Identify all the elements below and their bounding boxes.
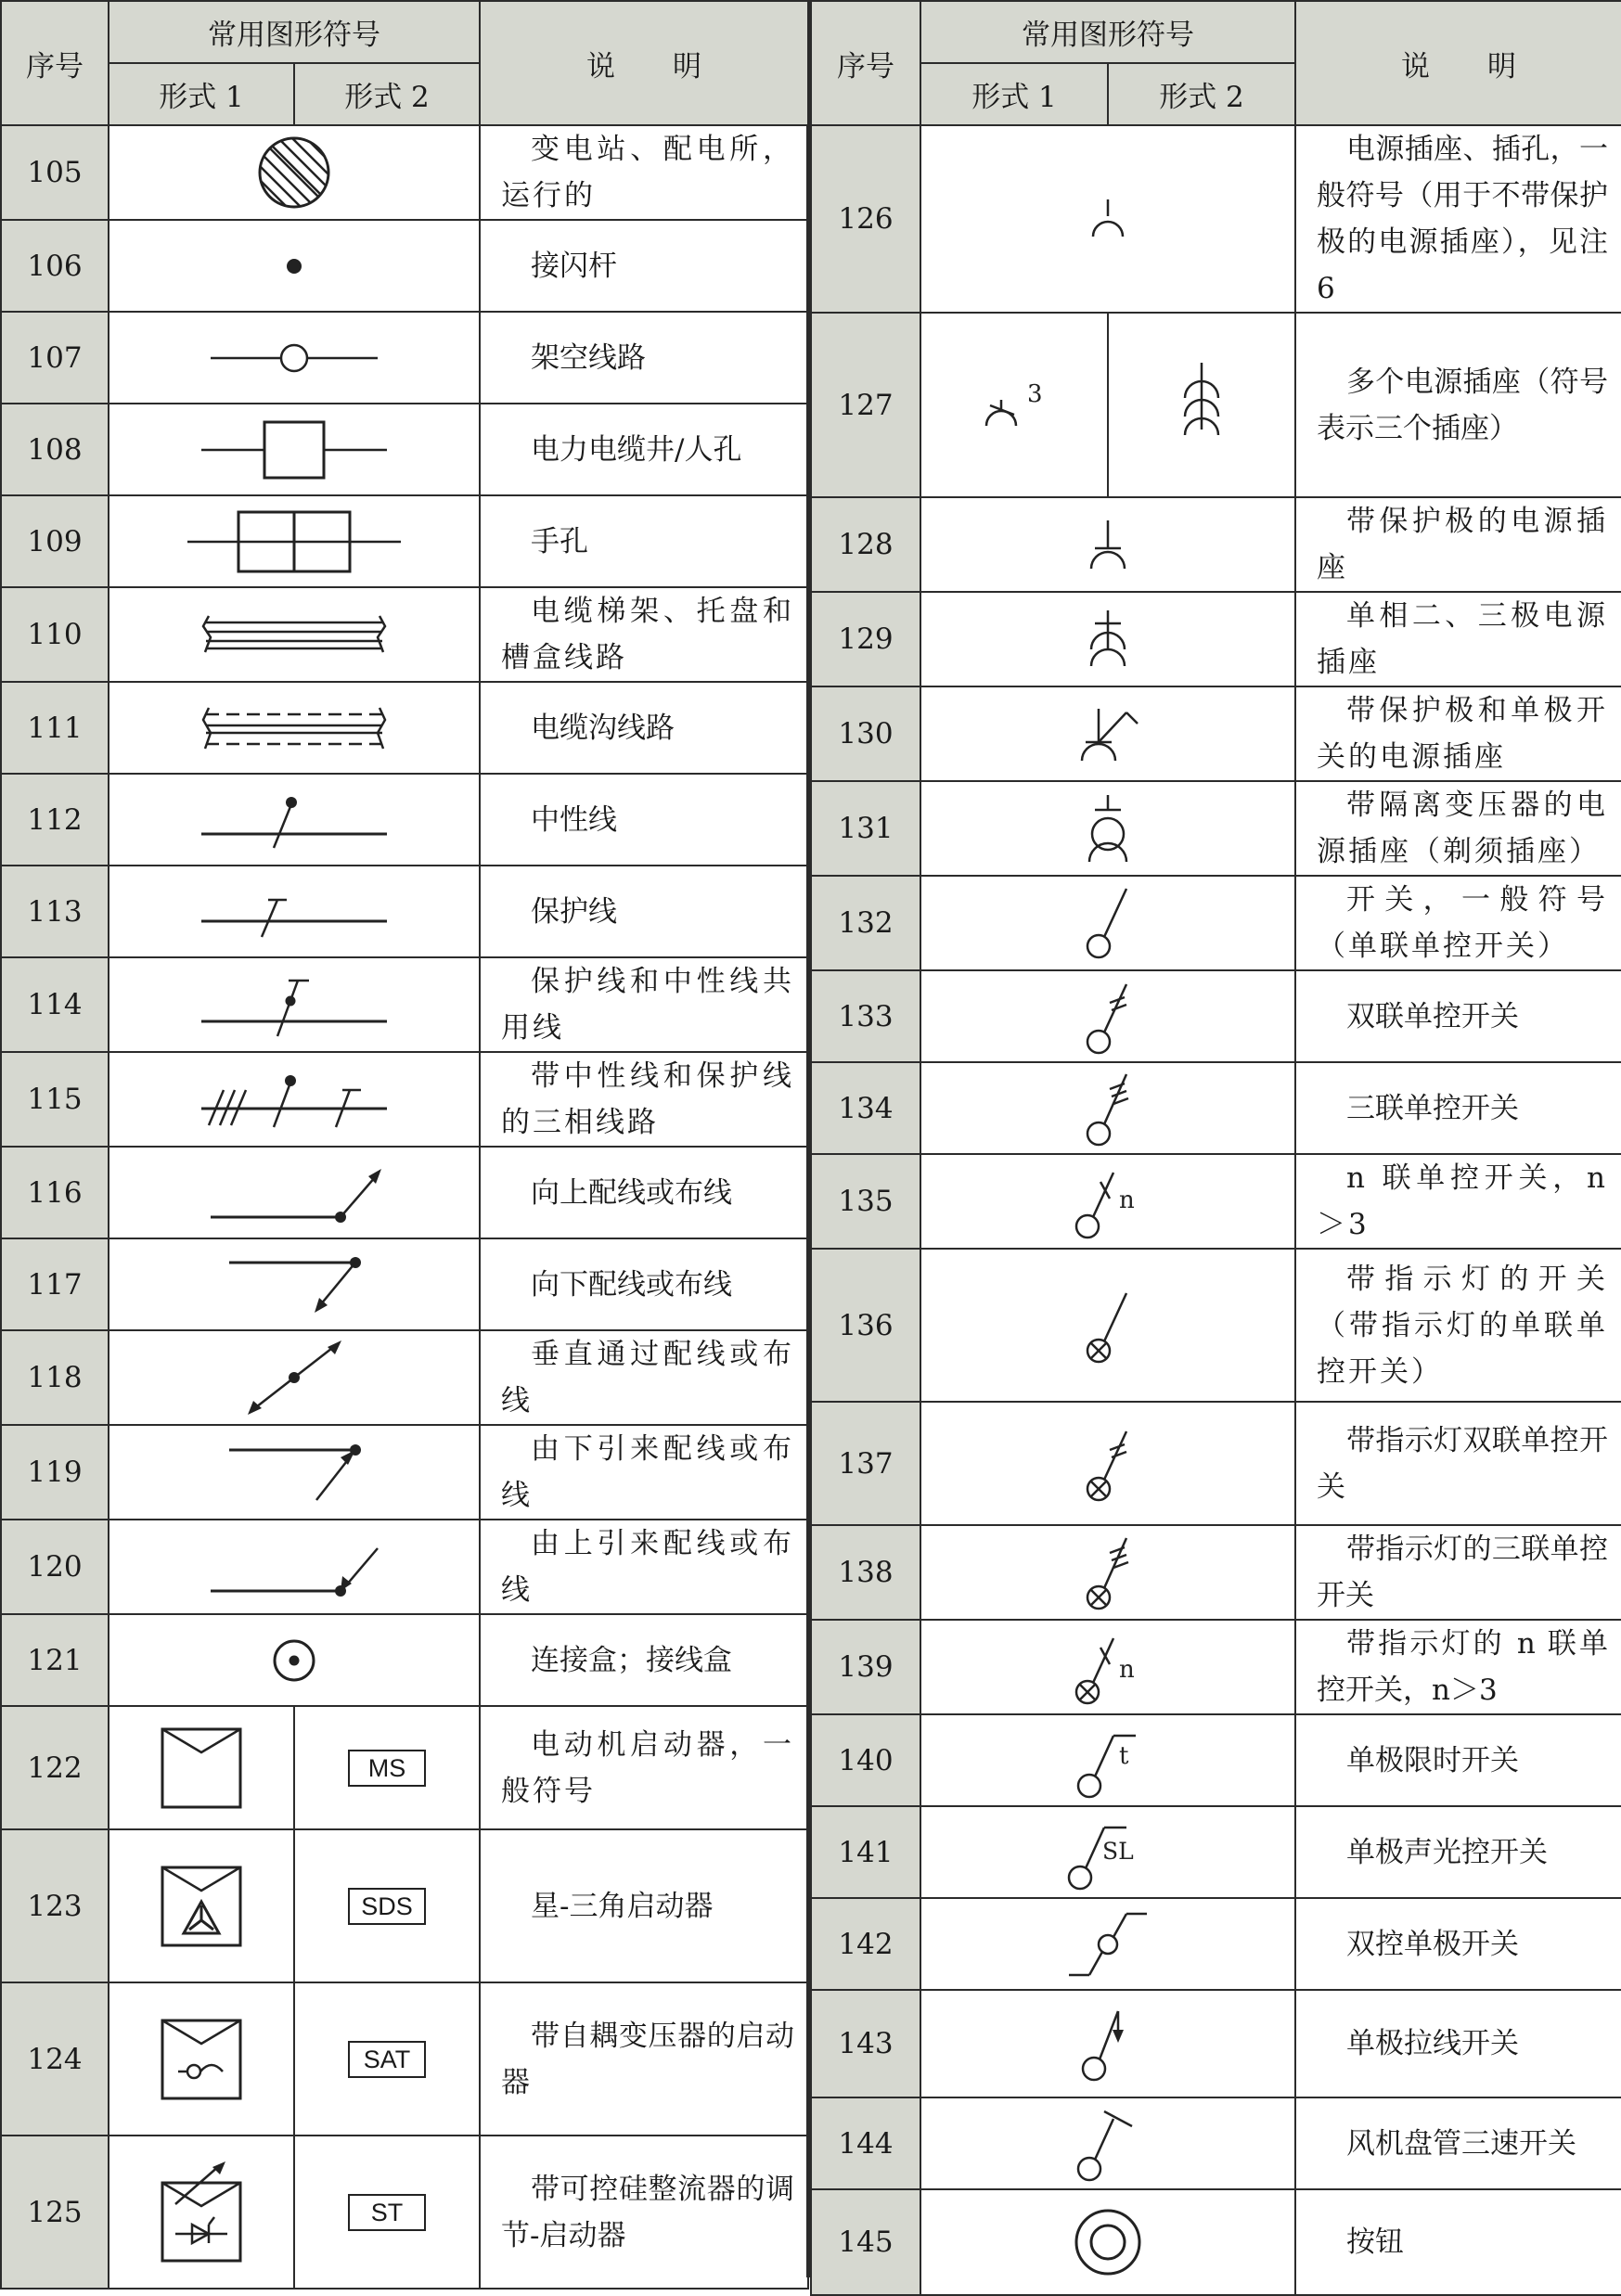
- symbol-cell: [920, 1402, 1295, 1525]
- row-description: 垂直通过配线或布线: [480, 1330, 808, 1425]
- three-phase-line-symbol: [201, 1062, 387, 1136]
- row-number: 111: [1, 682, 109, 774]
- neutral-line-symbol: [201, 788, 387, 853]
- row-number: 118: [1, 1330, 109, 1425]
- row-description: 星-三角启动器: [480, 1829, 808, 1982]
- row-number: 131: [811, 781, 920, 876]
- row-description: 带保护极和单极开关的电源插座: [1295, 686, 1621, 781]
- row-description: 带指示灯的三联单控开关: [1295, 1525, 1621, 1620]
- row-description: 带保护极的电源插座: [1295, 497, 1621, 592]
- row-number: 108: [1, 404, 109, 495]
- row-number: 112: [1, 774, 109, 866]
- row-description: 保护线: [480, 866, 808, 957]
- row-description: 双控单极开关: [1295, 1898, 1621, 1990]
- row-description: 双联单控开关: [1295, 970, 1621, 1062]
- row-description: 开关，一般符号（单联单控开关）: [1295, 876, 1621, 970]
- row-description: 向上配线或布线: [480, 1147, 808, 1238]
- push-button-symbol: [1066, 2200, 1150, 2284]
- row-number: 142: [811, 1898, 920, 1990]
- header-symbols: 常用图形符号: [920, 1, 1295, 63]
- indicator-switch-symbol: [1080, 1284, 1136, 1367]
- symbol-cell: [109, 1238, 480, 1330]
- symbol-cell: [920, 1898, 1295, 1990]
- row-number: 139: [811, 1620, 920, 1714]
- socket-count-label: 3: [1027, 379, 1043, 408]
- symbol-cell: [920, 497, 1295, 592]
- symbol-cell: [109, 1330, 480, 1425]
- symbol-cell: [109, 587, 480, 682]
- symbol-cell: [920, 876, 1295, 970]
- row-description: 电缆梯架、托盘和槽盒线路: [480, 587, 808, 682]
- row-description: 单极声光控开关: [1295, 1806, 1621, 1898]
- row-number: 107: [1, 312, 109, 404]
- row-number: 137: [811, 1402, 920, 1525]
- symbol-table-right: [810, 0, 1621, 2296]
- symbol-cell-form2: [294, 1982, 480, 2136]
- wiring-up-symbol: [201, 1156, 387, 1230]
- row-number: 117: [1, 1238, 109, 1330]
- row-description: 带隔离变压器的电源插座（剃须插座）: [1295, 781, 1621, 876]
- switched-socket-symbol: [1071, 701, 1145, 766]
- symbol-cell: [109, 404, 480, 495]
- row-description: 风机盘管三速开关: [1295, 2097, 1621, 2189]
- wiring-from-above-symbol: [201, 1530, 387, 1604]
- header-form2: 形式 2: [1108, 63, 1295, 125]
- row-number: 140: [811, 1714, 920, 1806]
- symbol-cell: [920, 1249, 1295, 1402]
- row-number: 130: [811, 686, 920, 781]
- row-number: 116: [1, 1147, 109, 1238]
- row-number: 126: [811, 125, 920, 313]
- row-description: 带指示灯的 n 联单控开关，n＞3: [1295, 1620, 1621, 1714]
- row-description: 带指示灯的开关（带指示灯的单联单控开关）: [1295, 1249, 1621, 1402]
- cable-tray-symbol: [201, 611, 387, 658]
- symbol-cell: [920, 781, 1295, 876]
- header-desc: 说 明: [1295, 1, 1621, 125]
- vertical-pass-wiring-symbol: [201, 1336, 387, 1419]
- symbol-cell: [109, 125, 480, 220]
- row-description: 多个电源插座（符号表示三个插座）: [1295, 313, 1621, 497]
- symbol-cell-form1: [109, 2136, 294, 2289]
- row-description: 中性线: [480, 774, 808, 866]
- cable-trench-symbol: [201, 705, 387, 751]
- row-description: 电缆沟线路: [480, 682, 808, 774]
- wiring-from-below-symbol: [201, 1435, 387, 1509]
- symbol-cell: [920, 1806, 1295, 1898]
- junction-box-symbol: [266, 1633, 322, 1688]
- row-description: n 联单控开关，n＞3: [1295, 1154, 1621, 1249]
- n-label: n: [1119, 1656, 1135, 1684]
- row-number: 135: [811, 1154, 920, 1249]
- row-number: 134: [811, 1062, 920, 1154]
- pull-cord-switch-symbol: [1075, 2002, 1140, 2085]
- lightning-rod-symbol: [276, 248, 313, 285]
- symbol-cell-form1: [109, 1829, 294, 1982]
- two-way-switch-symbol: [1061, 1903, 1154, 1986]
- starter-code-box: MS: [348, 1750, 426, 1787]
- row-description: 保护线和中性线共用线: [480, 957, 808, 1052]
- overhead-line-symbol: [211, 340, 378, 377]
- row-number: 105: [1, 125, 109, 220]
- symbol-cell-form1: [920, 313, 1108, 497]
- wiring-down-symbol: [201, 1248, 387, 1322]
- symbol-cell-form2: [294, 1829, 480, 1982]
- symbol-cell-form2: [294, 1706, 480, 1829]
- row-description: 带可控硅整流器的调节-启动器: [480, 2136, 808, 2289]
- symbol-table-left: [0, 0, 809, 2290]
- switch-symbol: [1080, 881, 1136, 965]
- t-label: t: [1119, 1741, 1129, 1770]
- row-number: 129: [811, 592, 920, 686]
- protected-socket-symbol: [1080, 517, 1136, 572]
- starter-code-box: ST: [348, 2194, 426, 2231]
- row-number: 145: [811, 2189, 920, 2295]
- header-seq: 序号: [811, 1, 920, 125]
- symbol-cell: [920, 970, 1295, 1062]
- multi-socket-symbol: [977, 378, 1051, 433]
- socket-symbol: [1080, 196, 1136, 242]
- header-symbols: 常用图形符号: [109, 1, 480, 63]
- protective-neutral-line-symbol: [201, 968, 387, 1042]
- symbol-cell: [920, 1714, 1295, 1806]
- row-description: 单极拉线开关: [1295, 1990, 1621, 2097]
- row-description: 变电站、配电所，运行的: [480, 125, 808, 220]
- row-number: 123: [1, 1829, 109, 1982]
- row-number: 124: [1, 1982, 109, 2136]
- row-number: 133: [811, 970, 920, 1062]
- symbol-cell: [109, 774, 480, 866]
- row-number: 114: [1, 957, 109, 1052]
- row-number: 132: [811, 876, 920, 970]
- symbol-cell: [920, 1990, 1295, 2097]
- handhole-symbol: [187, 509, 401, 574]
- row-number: 119: [1, 1425, 109, 1520]
- row-description: 带自耦变压器的启动器: [480, 1982, 808, 2136]
- symbol-cell-form2: [294, 2136, 480, 2289]
- symbol-cell-form1: [109, 1706, 294, 1829]
- fan-coil-switch-symbol: [1071, 2102, 1145, 2186]
- row-description: 单极限时开关: [1295, 1714, 1621, 1806]
- row-number: 144: [811, 2097, 920, 2189]
- n-gang-switch-symbol: [1071, 1160, 1145, 1243]
- symbol-cell: [920, 1620, 1295, 1714]
- indicator-n-gang-switch-symbol: [1071, 1625, 1145, 1709]
- row-description: 向下配线或布线: [480, 1238, 808, 1330]
- sound-light-switch-symbol: [1061, 1811, 1154, 1894]
- row-description: 接闪杆: [480, 220, 808, 312]
- row-description: 由上引来配线或布线: [480, 1520, 808, 1614]
- header-desc: 说 明: [480, 1, 808, 125]
- row-number: 143: [811, 1990, 920, 2097]
- row-number: 109: [1, 495, 109, 587]
- row-description: 连接盒；接线盒: [480, 1614, 808, 1706]
- cable-manhole-symbol: [201, 417, 387, 482]
- symbol-cell: [109, 682, 480, 774]
- symbol-cell: [109, 866, 480, 957]
- row-number: 136: [811, 1249, 920, 1402]
- row-number: 115: [1, 1052, 109, 1147]
- symbol-cell-form2: [1108, 313, 1295, 497]
- two-three-pole-socket-symbol: [1080, 607, 1136, 672]
- header-form1: 形式 1: [920, 63, 1108, 125]
- symbol-cell: [920, 2097, 1295, 2189]
- thyristor-starter-symbol: [155, 2161, 248, 2264]
- symbol-cell: [920, 1154, 1295, 1249]
- symbol-cell: [109, 495, 480, 587]
- header-seq: 序号: [1, 1, 109, 125]
- row-number: 121: [1, 1614, 109, 1706]
- shaver-socket-symbol: [1080, 791, 1136, 866]
- row-number: 127: [811, 313, 920, 497]
- symbol-cell: [109, 1520, 480, 1614]
- row-description: 手孔: [480, 495, 808, 587]
- protective-line-symbol: [201, 879, 387, 944]
- symbol-cell: [109, 1425, 480, 1520]
- row-number: 138: [811, 1525, 920, 1620]
- row-number: 128: [811, 497, 920, 592]
- indicator-double-switch-symbol: [1080, 1422, 1136, 1506]
- symbol-cell: [109, 957, 480, 1052]
- symbol-cell: [920, 125, 1295, 313]
- triple-switch-symbol: [1080, 1067, 1136, 1150]
- substation-symbol: [248, 131, 341, 214]
- symbol-cell: [920, 686, 1295, 781]
- symbol-cell: [109, 1147, 480, 1238]
- symbol-cell: [920, 1062, 1295, 1154]
- starter-code-box: SDS: [348, 1888, 426, 1925]
- header-form2: 形式 2: [294, 63, 480, 125]
- timer-switch-symbol: [1071, 1719, 1145, 1802]
- autotransformer-starter-symbol: [160, 2018, 243, 2101]
- double-switch-symbol: [1080, 975, 1136, 1058]
- row-description: 按钮: [1295, 2189, 1621, 2295]
- row-description: 电动机启动器，一般符号: [480, 1706, 808, 1829]
- symbol-cell: [109, 1052, 480, 1147]
- row-description: 带指示灯双联单控开关: [1295, 1402, 1621, 1525]
- row-number: 120: [1, 1520, 109, 1614]
- motor-starter-symbol: [160, 1726, 243, 1810]
- symbol-cell: [920, 1525, 1295, 1620]
- row-description: 单相二、三极电源插座: [1295, 592, 1621, 686]
- symbol-cell: [109, 220, 480, 312]
- row-description: 三联单控开关: [1295, 1062, 1621, 1154]
- row-description: 带中性线和保护线的三相线路: [480, 1052, 808, 1147]
- symbol-cell-form1: [109, 1982, 294, 2136]
- indicator-triple-switch-symbol: [1080, 1531, 1136, 1614]
- header-form1: 形式 1: [109, 63, 294, 125]
- row-description: 电力电缆井/人孔: [480, 404, 808, 495]
- row-number: 106: [1, 220, 109, 312]
- symbol-cell: [109, 1614, 480, 1706]
- row-description: 由下引来配线或布线: [480, 1425, 808, 1520]
- symbol-cell: [920, 2189, 1295, 2295]
- row-number: 113: [1, 866, 109, 957]
- row-number: 110: [1, 587, 109, 682]
- symbol-cell: [109, 312, 480, 404]
- row-description: 架空线路: [480, 312, 808, 404]
- n-label: n: [1119, 1186, 1135, 1214]
- sl-label: SL: [1102, 1837, 1134, 1865]
- starter-code-box: SAT: [348, 2041, 426, 2078]
- symbol-cell: [920, 592, 1295, 686]
- row-number: 141: [811, 1806, 920, 1898]
- row-number: 122: [1, 1706, 109, 1829]
- row-description: 电源插座、插孔，一般符号（用于不带保护极的电源插座），见注 6: [1295, 125, 1621, 313]
- row-number: 125: [1, 2136, 109, 2289]
- triple-socket-symbol: [1174, 359, 1229, 452]
- star-delta-starter-symbol: [160, 1865, 243, 1948]
